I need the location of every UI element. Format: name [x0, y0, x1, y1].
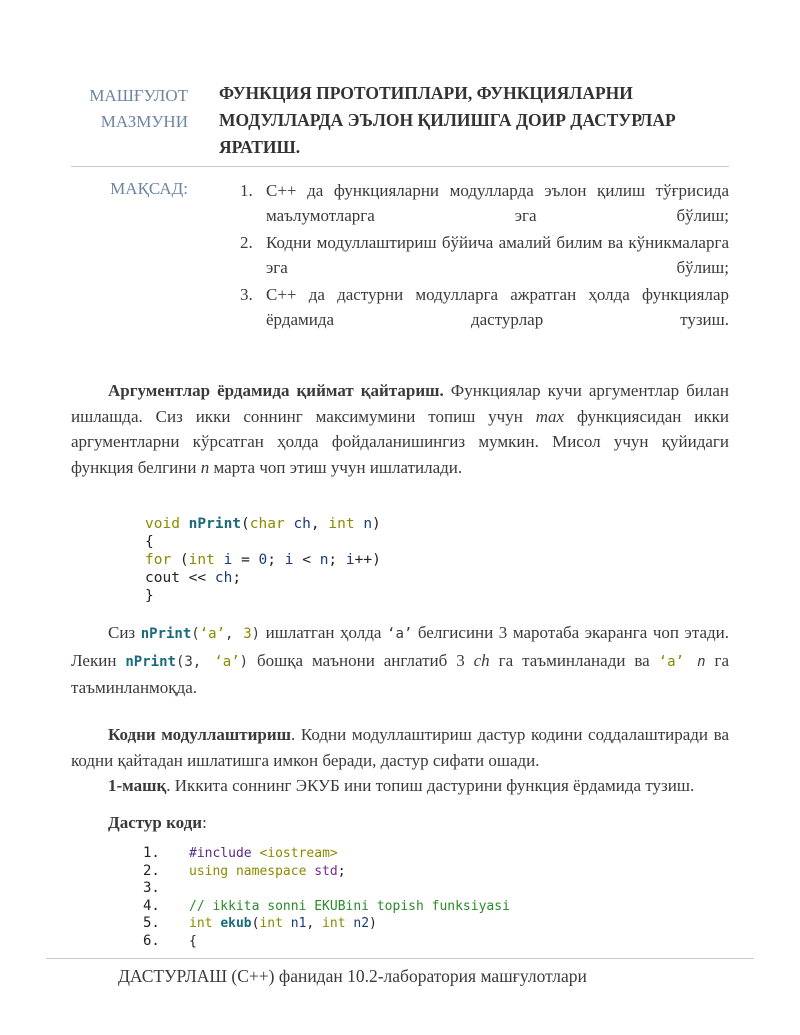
code-label [71, 810, 729, 836]
code-punct: (3, [175, 653, 215, 670]
code-function: nPrint [140, 626, 192, 642]
code-punct: ) [239, 653, 249, 670]
section-label-line1: МАШҒУЛОТ [89, 86, 188, 105]
code-function: nPrint [125, 653, 176, 670]
title-line1: ФУНКЦИЯ ПРОТОТИПЛАРИ, ФУНКЦИЯЛАРНИ [219, 83, 633, 103]
section-label [62, 83, 188, 135]
inline-identifier: ch [473, 650, 490, 670]
inline-identifier: max [535, 406, 565, 426]
code-number: 3 [243, 626, 252, 642]
code-comment: // ikkita sonni EKUBini topish funksiyasi [189, 898, 510, 914]
code-string: ‘a’ [214, 653, 240, 670]
paragraph-nprint-usage [71, 620, 729, 702]
goal-label: МАҚСАД: [110, 179, 188, 198]
paragraph-text: функциясидан икки аргументларни кўрсатган ҳолда фойдаланишингиз мумкин. Мисол учун қуйидаги функция белгини [71, 406, 729, 477]
line-number: 5. [143, 915, 160, 932]
paragraph-text: бошқа маънони англатиб 3 [248, 650, 474, 670]
goal-item [240, 230, 729, 280]
code-type: char [249, 516, 285, 532]
title-line3: ЯРАТИШ. [219, 137, 301, 157]
code-keyword: using namespace [189, 863, 315, 879]
code-line [143, 898, 510, 916]
code-line: } [145, 588, 154, 604]
exercise-number: 1-машқ [108, 776, 167, 795]
code-punct: ( [171, 552, 189, 568]
paragraph-text: . Кодни модуллаштириш дастур кодини соддалаштиради ва кодни қайтадан ишлатишга имкон беради, дастур сифати ошади. [71, 725, 729, 770]
code-line [145, 515, 381, 533]
line-number: 4. [143, 897, 160, 914]
code-punct: , [306, 916, 323, 932]
code-line [143, 845, 510, 863]
exercise-statement [71, 773, 729, 799]
code-line: { [145, 534, 154, 550]
paragraph-text: : [202, 813, 207, 832]
goal-item-text: Кодни модуллаштириш бўйича амалий билим ва кўникмаларга эга бўлиш; [266, 233, 729, 277]
code-preprocessor: #include [189, 846, 260, 861]
goal-item [240, 282, 729, 332]
goal-item [240, 178, 729, 228]
code-include: <iostream> [259, 846, 338, 861]
code-line [145, 569, 381, 587]
goal-list [240, 178, 729, 334]
code-punct: , [310, 516, 329, 532]
code-line [145, 551, 381, 569]
code-block-ekub [143, 845, 510, 951]
code-block-nprint [145, 515, 381, 605]
page-title [219, 80, 739, 161]
paragraph-heading: Аргументлар ёрдамида қиймат қайтариш. [108, 381, 444, 400]
footer-divider [46, 958, 754, 959]
code-variable: n1 [282, 916, 307, 932]
code-variable: n2 [345, 916, 370, 932]
code-line [143, 915, 510, 933]
line-number: 2. [143, 862, 160, 879]
code-label-text: Дастур коди [108, 813, 203, 832]
title-line2: МОДУЛЛАРДА ЭЪЛОН ҚИЛИШГА ДОИР ДАСТУРЛАР [219, 110, 676, 130]
code-punct: ++) [354, 552, 381, 568]
goal-item-number: 3. [240, 285, 253, 304]
paragraph-heading: Кодни модуллаштириш [108, 725, 292, 744]
code-punct: ; [232, 570, 242, 586]
paragraph-text: ишлатган ҳолда [260, 623, 388, 642]
code-variable: i [345, 552, 355, 568]
code-line [143, 880, 510, 898]
code-string: ‘a’ [658, 653, 684, 670]
code-variable: i [284, 552, 294, 568]
header-divider [71, 166, 729, 167]
paragraph-text: га таъминланмоқда. [71, 650, 729, 697]
code-line [143, 933, 510, 951]
code-text: cout << [145, 570, 215, 586]
code-punct: { [189, 933, 197, 949]
line-number: 1. [143, 845, 160, 861]
code-punct: ( [241, 516, 250, 532]
inline-code: ‘a’ [387, 626, 413, 642]
code-string: ‘a’ [199, 626, 226, 642]
code-namespace: std [314, 863, 338, 879]
code-punct: < [293, 552, 320, 568]
code-keyword: for [145, 552, 172, 568]
code-punct: ( [191, 626, 200, 642]
code-punct: ) [369, 916, 377, 932]
code-number: 0 [258, 552, 268, 568]
code-punct: ; [337, 863, 346, 879]
code-keyword: void [145, 516, 180, 532]
code-punct: = [232, 552, 259, 568]
code-type: int [188, 552, 215, 568]
paragraph-text: Функциялар кучи аргументлар билан ишлашда. Сиз икки соннинг максимумини топиш учун [71, 381, 729, 426]
code-variable: n [319, 552, 329, 568]
code-variable: n [683, 653, 706, 670]
paragraph-text: белгисини 3 маротаба экаранга чоп этади. Лекин [71, 623, 729, 670]
paragraph-modularization [71, 722, 729, 773]
code-variable: ch [214, 570, 233, 586]
paragraph-text: марта чоп этиш учун ишлатилади. [209, 457, 463, 477]
code-variable: n [363, 516, 373, 532]
line-number: 3. [143, 880, 160, 897]
goal-item-number: 1. [240, 181, 253, 200]
goal-item-number: 2. [240, 233, 253, 252]
code-punct: ) [372, 516, 381, 532]
goal-item-text: C++ да дастурни модулларга ажратган ҳолда функциялар ёрдамида дастурлар тузиш. [266, 285, 729, 329]
inline-identifier: n [200, 457, 210, 477]
goal-item-text: C++ да функцияларни модулларда эълон қилиш тўғрисида маълумотларга эга бўлиш; [266, 181, 729, 225]
code-punct: ( [251, 916, 260, 932]
code-variable: i [223, 552, 233, 568]
code-type: int [322, 916, 346, 932]
code-function: nPrint [188, 516, 242, 532]
paragraph-text: га таъминланади ва [489, 650, 659, 670]
section-label-line2: МАЗМУНИ [100, 112, 188, 131]
code-variable: ch [293, 516, 311, 532]
code-punct: ; [267, 552, 285, 568]
code-punct: ) [251, 626, 261, 642]
code-line [143, 863, 510, 881]
code-punct: ; [328, 552, 346, 568]
inline-code [125, 654, 248, 670]
code-type: int [259, 916, 283, 932]
code-function: ekub [220, 916, 252, 932]
code-type: int [189, 916, 221, 932]
paragraph-return-values [71, 378, 729, 480]
code-type: int [328, 516, 355, 532]
page-footer: ДАСТУРЛАШ (C++) фанидан 10.2-лаборатория машғулотлари [118, 966, 587, 986]
paragraph-text: Сиз [108, 623, 141, 642]
inline-code [659, 654, 706, 670]
inline-code [141, 626, 260, 642]
line-number: 6. [143, 932, 160, 949]
code-punct: , [225, 626, 244, 642]
paragraph-text: . Иккита соннинг ЭКУБ ини топиш дастурини функция ёрдамида тузиш. [166, 776, 695, 795]
